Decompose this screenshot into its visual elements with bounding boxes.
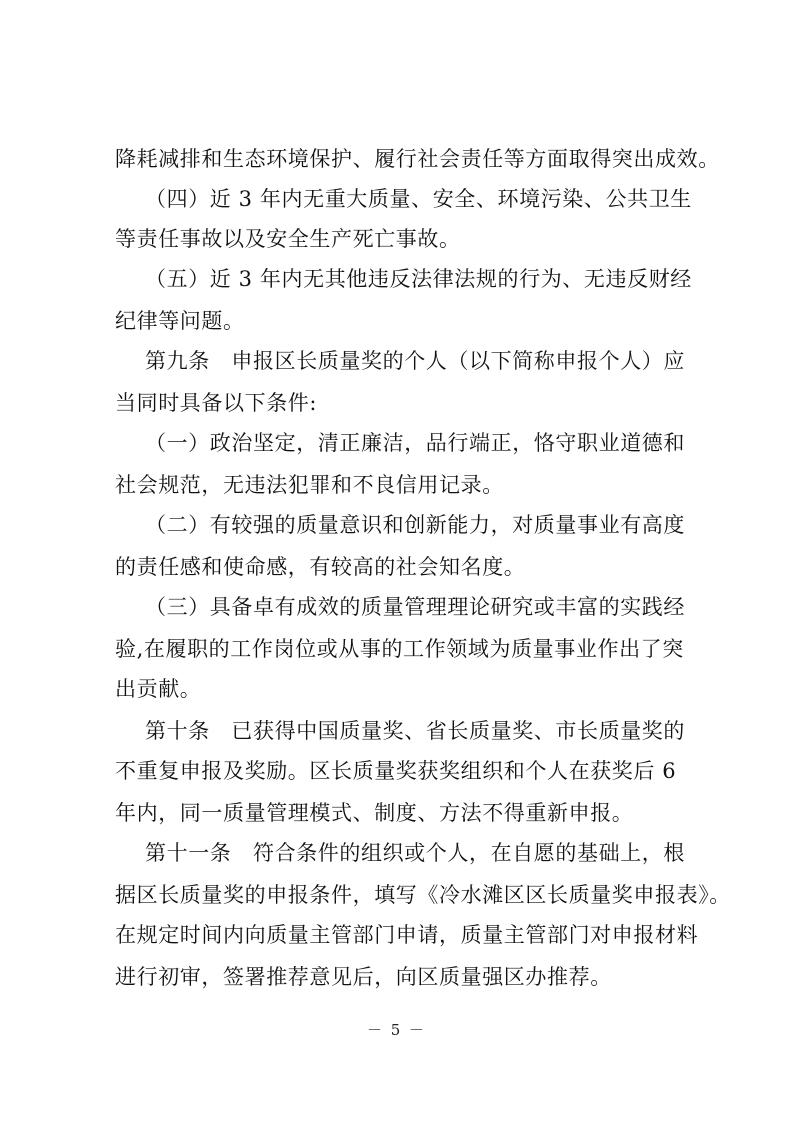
text-line: 的责任感和使命感，有较高的社会知名度。 [115, 555, 526, 579]
text-line: （四）近 3 年内无重大质量、安全、环境污染、公共卫生 [145, 187, 692, 211]
text-line: （二）有较强的质量意识和创新能力，对质量事业有高度 [145, 513, 685, 537]
text-line: 等责任事故以及安全生产死亡事故。 [115, 227, 461, 251]
text-line: 第十一条 符合条件的组织或个人，在自愿的基础上，根 [145, 841, 685, 865]
text-line: 验,在履职的工作岗位或从事的工作领域为质量事业作出了突 [115, 637, 684, 661]
text-line: 据区长质量奖的申报条件，填写《冷水滩区区长质量奖申报表》。 [115, 883, 731, 907]
text-line: 第九条 申报区长质量奖的个人（以下简称申报个人）应 [145, 349, 685, 373]
page-number: － 5 － [366, 1021, 427, 1039]
text-line: 第十条 已获得中国质量奖、省长质量奖、市长质量奖的 [145, 719, 685, 743]
text-line: 年内，同一质量管理模式、制度、方法不得重新申报。 [115, 801, 634, 825]
text-line: （一）政治坚定，清正廉洁，品行端正，恪守职业道德和 [145, 431, 685, 455]
text-line: 纪律等问题。 [115, 309, 245, 333]
text-line: 降耗减排和生态环境保护、履行社会责任等方面取得突出成效。 [115, 147, 720, 171]
text-line: 出贡献。 [115, 677, 202, 701]
text-line: （五）近 3 年内无其他违反法律法规的行为、无违反财经 [145, 267, 692, 291]
text-line: 在规定时间内向质量主管部门申请，质量主管部门对申报材料 [115, 923, 699, 947]
text-line: 当同时具备以下条件: [115, 391, 318, 415]
text-line: 进行初审，签署推荐意见后，向区质量强区办推荐。 [115, 965, 612, 989]
text-line: 不重复申报及奖励。区长质量奖获奖组织和个人在获奖后 6 [115, 759, 677, 783]
text-line: 社会规范，无违法犯罪和不良信用记录。 [115, 473, 504, 497]
text-line: （三）具备卓有成效的质量管理理论研究或丰富的实践经 [145, 595, 685, 619]
